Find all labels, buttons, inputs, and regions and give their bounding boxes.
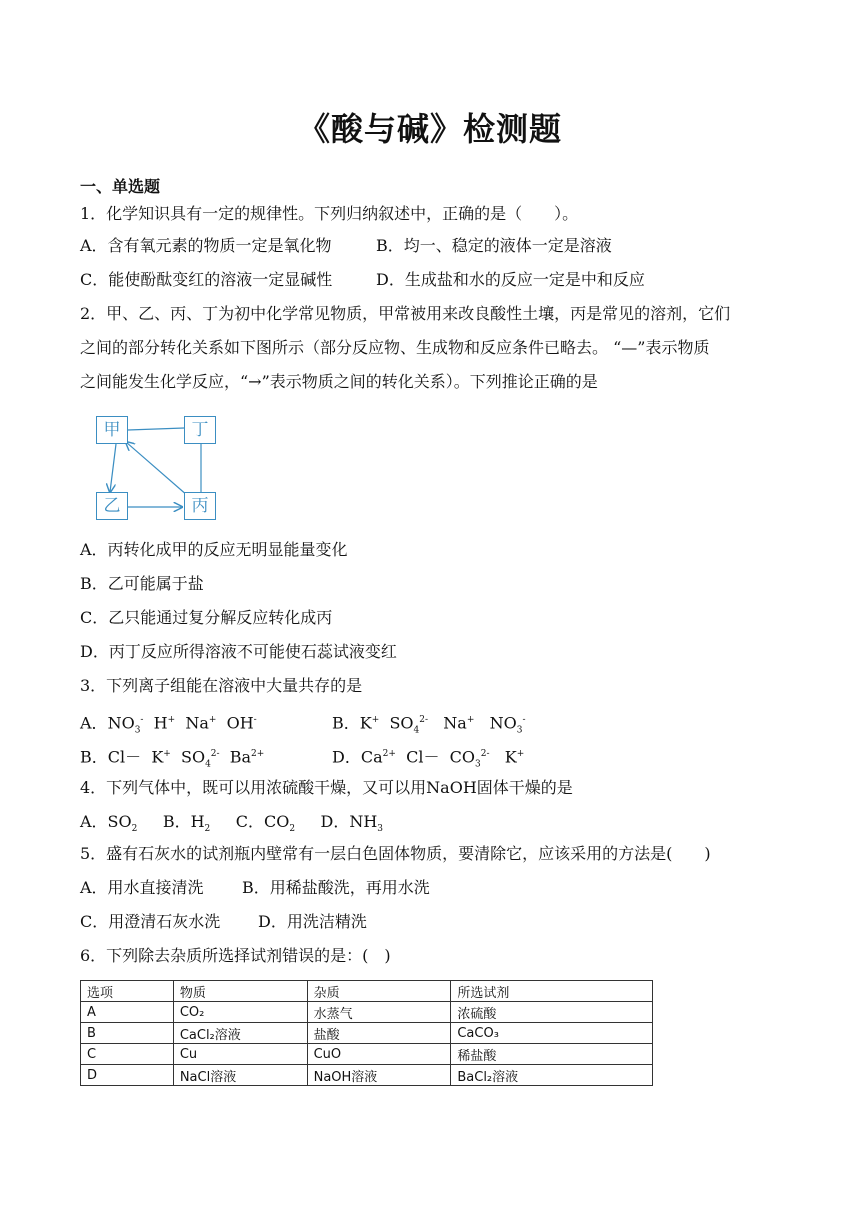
- table-cell: Cu: [173, 1044, 307, 1065]
- table-header-cell: 选项: [81, 981, 174, 1002]
- table-header-cell: 物质: [173, 981, 307, 1002]
- table-cell: BaCl₂溶液: [451, 1065, 653, 1086]
- question-5-option-b: B．用稀盐酸洗，再用水洗: [242, 878, 430, 897]
- jia-to-yi-arrow: [110, 444, 116, 492]
- table-cell: NaOH溶液: [307, 1065, 451, 1086]
- section-heading: 一、单选题: [80, 177, 161, 196]
- table-row: [81, 1065, 653, 1086]
- question-6-stem: 6．下列除去杂质所选择试剂错误的是：( ): [80, 946, 391, 965]
- conversion-diagram: [88, 408, 228, 528]
- question-1-option-a: A．含有氧元素的物质一定是氧化物: [80, 236, 332, 255]
- table-cell: 稀盐酸: [451, 1044, 653, 1065]
- question-1-option-d: D．生成盐和水的反应一定是中和反应: [376, 270, 645, 289]
- table-cell: CaCO₃: [451, 1023, 653, 1044]
- question-2-option-d: D．丙丁反应所得溶液不可能使石蕊试液变红: [80, 642, 397, 661]
- table-cell: A: [81, 1002, 174, 1023]
- table-header-cell: 所选试剂: [451, 981, 653, 1002]
- question-2-option-a: A．丙转化成甲的反应无明显能量变化: [80, 540, 348, 559]
- question-2-stem-line-3: 之间能发生化学反应，“→”表示物质之间的转化关系）。下列推论正确的是: [80, 372, 598, 391]
- table-cell: 水蒸气: [307, 1002, 451, 1023]
- question-4-option-c: C．$CO_2$: [235, 812, 296, 835]
- table-header-cell: 杂质: [307, 981, 451, 1002]
- question-2-option-b: B．乙可能属于盐: [80, 574, 204, 593]
- reagent-table: [80, 980, 653, 1086]
- question-5-stem: 5．盛有石灰水的试剂瓶内壁常有一层白色固体物质，要清除它，应该采用的方法是( ): [80, 844, 711, 863]
- table-row: [81, 1044, 653, 1065]
- question-1-option-c: C．能使酚酞变红的溶液一定显碱性: [80, 270, 333, 289]
- question-2-stem-line-1: 2．甲、乙、丙、丁为初中化学常见物质，甲常被用来改良酸性土壤，丙是常见的溶剂，它们: [80, 304, 731, 323]
- node-jia: 甲: [96, 416, 128, 444]
- table-cell: B: [81, 1023, 174, 1044]
- question-5-option-c: C．用澄清石灰水洗: [80, 912, 221, 931]
- question-4-option-a: A．$SO_2$: [80, 812, 138, 835]
- table-header-row: [81, 981, 653, 1002]
- question-4-option-b: B．$H_2$: [162, 812, 211, 835]
- question-2-stem-line-2: 之间的部分转化关系如下图所示（部分反应物、生成物和反应条件已略去。 “—”表示物质: [80, 338, 710, 357]
- question-3-option-a: A．$NO_3^-$ H+ Na+ OH-: [80, 713, 257, 736]
- table-cell: 浓硫酸: [451, 1002, 653, 1023]
- question-5-option-a: A．用水直接清洗: [80, 878, 204, 897]
- table-cell: CaCl₂溶液: [173, 1023, 307, 1044]
- question-3-stem: 3．下列离子组能在溶液中大量共存的是: [80, 676, 363, 695]
- question-2-option-c: C．乙只能通过复分解反应转化成丙: [80, 608, 333, 627]
- question-3-option-d: D．$Ca^{2+}$ $Cl- CO_3^{2-}$ K+: [332, 747, 525, 770]
- question-4-option-d: D．$NH_3$: [320, 812, 384, 835]
- question-5-option-d: D．用洗洁精洗: [258, 912, 367, 931]
- table-row: [81, 1023, 653, 1044]
- table-cell: CuO: [307, 1044, 451, 1065]
- table-cell: D: [81, 1065, 174, 1086]
- question-4-stem: 4．下列气体中，既可以用浓硫酸干燥，又可以用NaOH固体干燥的是: [80, 778, 573, 797]
- table-cell: C: [81, 1044, 174, 1065]
- table-row: [81, 1002, 653, 1023]
- question-3-option-b: B．K+ $SO_4^{2-}$ Na+ $NO_3^-$: [332, 713, 526, 736]
- node-yi: 乙: [96, 492, 128, 520]
- question-4-options: [80, 812, 383, 839]
- table-cell: CO₂: [173, 1002, 307, 1023]
- node-bing: 丙: [184, 492, 216, 520]
- question-3-option-c: B．Cl－ K+ $SO_4^{2-}$ $Ba^{2+}$: [80, 747, 265, 770]
- jia-ding-line: [128, 428, 184, 430]
- node-ding: 丁: [184, 416, 216, 444]
- question-1-stem: 1．化学知识具有一定的规律性。下列归纳叙述中，正确的是（ ）。: [80, 204, 579, 223]
- question-1-option-b: B．均一、稳定的液体一定是溶液: [376, 236, 612, 255]
- table-cell: NaCl溶液: [173, 1065, 307, 1086]
- page-title: 《酸与碱》检测题: [297, 110, 562, 148]
- bing-to-jia-arrow: [126, 442, 188, 496]
- table-cell: 盐酸: [307, 1023, 451, 1044]
